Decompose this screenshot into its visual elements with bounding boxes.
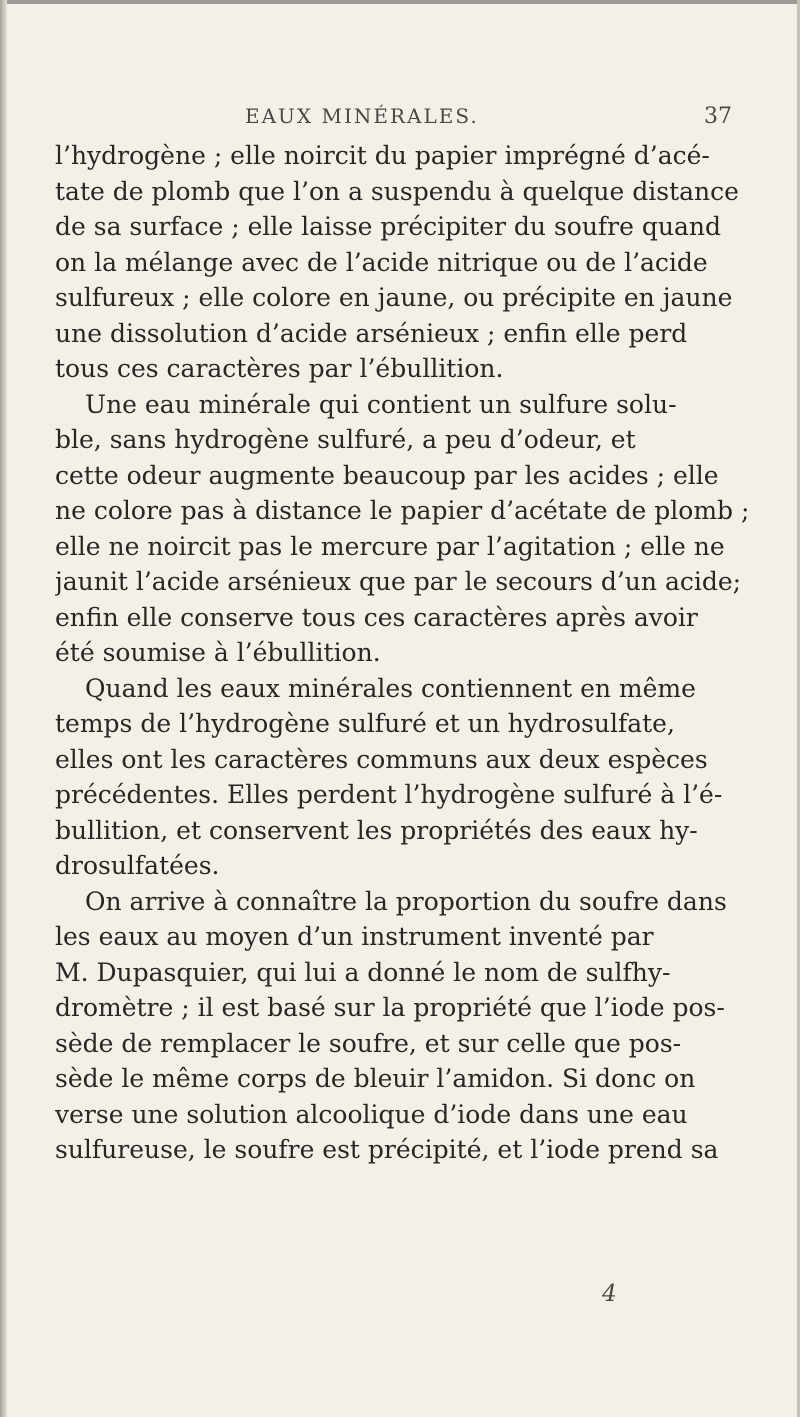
text-line: temps de l’hydrogène sulfuré et un hydrosulfate,	[55, 709, 675, 738]
text-line: Quand les eaux minérales contiennent en même	[85, 673, 696, 703]
text-line: tate de plomb que l’on a suspendu à quelque distance	[55, 176, 739, 206]
text-line: sulfureux ; elle colore en jaune, ou précipite en jaune	[55, 283, 733, 312]
text-line: de sa surface ; elle laisse précipiter du soufre quand	[55, 212, 721, 241]
text-line: elles ont les caractères communs aux deux espèces	[55, 744, 708, 774]
text-line: verse une solution alcoolique d’iode dans une eau	[55, 1099, 688, 1129]
text-line: drosulfatées.	[55, 851, 220, 880]
text-line: elle ne noircit pas le mercure par l’agitation ; elle ne	[55, 531, 725, 561]
paragraph-2	[55, 387, 765, 671]
text-line: une dissolution d’acide arsénieux ; enfin elle perd	[55, 318, 688, 348]
text-line: précédentes. Elles perdent l’hydrogène sulfuré à l’é-	[55, 780, 723, 809]
paragraph-4	[55, 884, 765, 1168]
text-line: on la mélange avec de l’acide nitrique ou de l’acide	[55, 247, 708, 277]
text-line: ble, sans hydrogène sulfuré, a peu d’odeur, et	[55, 425, 636, 454]
paragraph-1	[55, 138, 765, 387]
running-title: EAUX MINÉRALES.	[245, 104, 479, 128]
book-page	[55, 104, 765, 1168]
text-line: ne colore pas à distance le papier d’acétate de plomb ;	[55, 496, 750, 525]
text-line: Une eau minérale qui contient un sulfure solu-	[85, 389, 677, 419]
text-line: sède le même corps de bleuir l’amidon. Si donc on	[55, 1064, 696, 1093]
page-number: 37	[704, 104, 732, 129]
text-line: M. Dupasquier, qui lui a donné le nom de sulfhy-	[55, 957, 671, 987]
signature-mark: 4	[602, 1281, 617, 1307]
text-line: On arrive à connaître la proportion du soufre dans	[85, 886, 727, 916]
paragraph-3	[55, 671, 765, 884]
text-line: sulfureuse, le soufre est précipité, et l’iode prend sa	[55, 1135, 719, 1164]
text-line: tous ces caractères par l’ébullition.	[55, 354, 504, 383]
text-line: été soumise à l’ébullition.	[55, 638, 381, 667]
text-line: sède de remplacer le soufre, et sur celle que pos-	[55, 1028, 682, 1058]
text-line: l’hydrogène ; elle noircit du papier imprégné d’acé-	[55, 141, 710, 170]
text-line: jaunit l’acide arsénieux que par le secours d’un acide;	[55, 567, 742, 596]
running-head	[55, 104, 765, 138]
text-line: enfin elle conserve tous ces caractères après avoir	[55, 602, 698, 632]
text-line: dromètre ; il est basé sur la propriété que l’iode pos-	[55, 993, 725, 1022]
text-line: cette odeur augmente beaucoup par les acides ; elle	[55, 460, 719, 490]
text-line: les eaux au moyen d’un instrument inventé par	[55, 922, 654, 951]
scan-top-edge	[0, 0, 800, 4]
scan-binding-shadow	[0, 0, 7, 1417]
text-line: bullition, et conservent les propriétés des eaux hy-	[55, 815, 698, 845]
